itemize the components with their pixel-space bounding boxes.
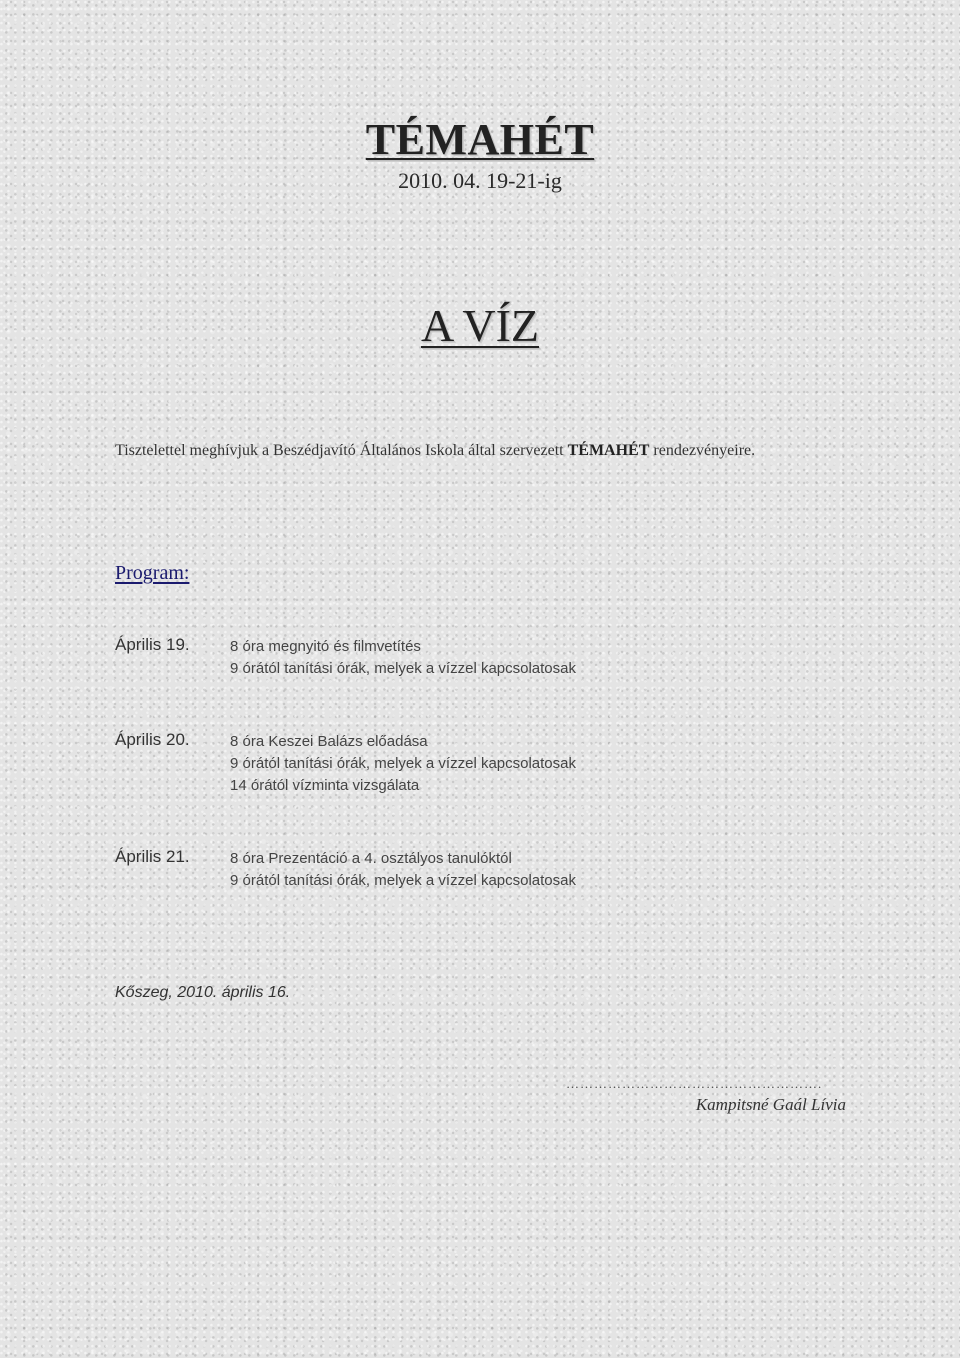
theme-subject: A VÍZ — [421, 300, 539, 351]
page-title: TÉMAHÉT — [365, 115, 595, 164]
invitation-paragraph — [115, 440, 815, 461]
event-item: 8 óra Keszei Balázs előadása — [230, 733, 428, 750]
place-and-date: Kőszeg, 2010. április 16. — [115, 984, 291, 1001]
event-item: 8 óra Prezentáció a 4. osztályos tanulóktól — [230, 850, 512, 867]
signer-name: Kampitsné Gaál Lívia — [695, 1095, 846, 1114]
day-events — [230, 848, 576, 892]
event-dates: 2010. 04. 19-21-ig — [398, 168, 562, 193]
invitation-emphasis: TÉMAHÉT — [567, 442, 650, 459]
day-events — [230, 731, 576, 797]
invitation-text: Tisztelettel meghívjuk a Beszédjavító Általános Iskola által szervezett — [115, 442, 568, 459]
invitation-text-end: rendezvényeire. — [649, 442, 756, 459]
event-item: 9 órától tanítási órák, melyek a vízzel kapcsolatosak — [230, 872, 576, 889]
event-item: 9 órától tanítási órák, melyek a vízzel kapcsolatosak — [230, 755, 576, 772]
day-label: Április 19. — [115, 635, 190, 654]
event-item: 14 órától vízminta vizsgálata — [230, 777, 420, 794]
event-item: 9 órától tanítási órák, melyek a vízzel kapcsolatosak — [230, 660, 576, 677]
program-heading: Program: — [115, 562, 190, 584]
day-events — [230, 636, 576, 680]
day-label: Április 21. — [115, 847, 190, 866]
day-label: Április 20. — [115, 730, 190, 749]
event-item: 8 óra megnyitó és filmvetítés — [230, 638, 421, 655]
signature-line: ………………………………………………. — [566, 1076, 823, 1091]
